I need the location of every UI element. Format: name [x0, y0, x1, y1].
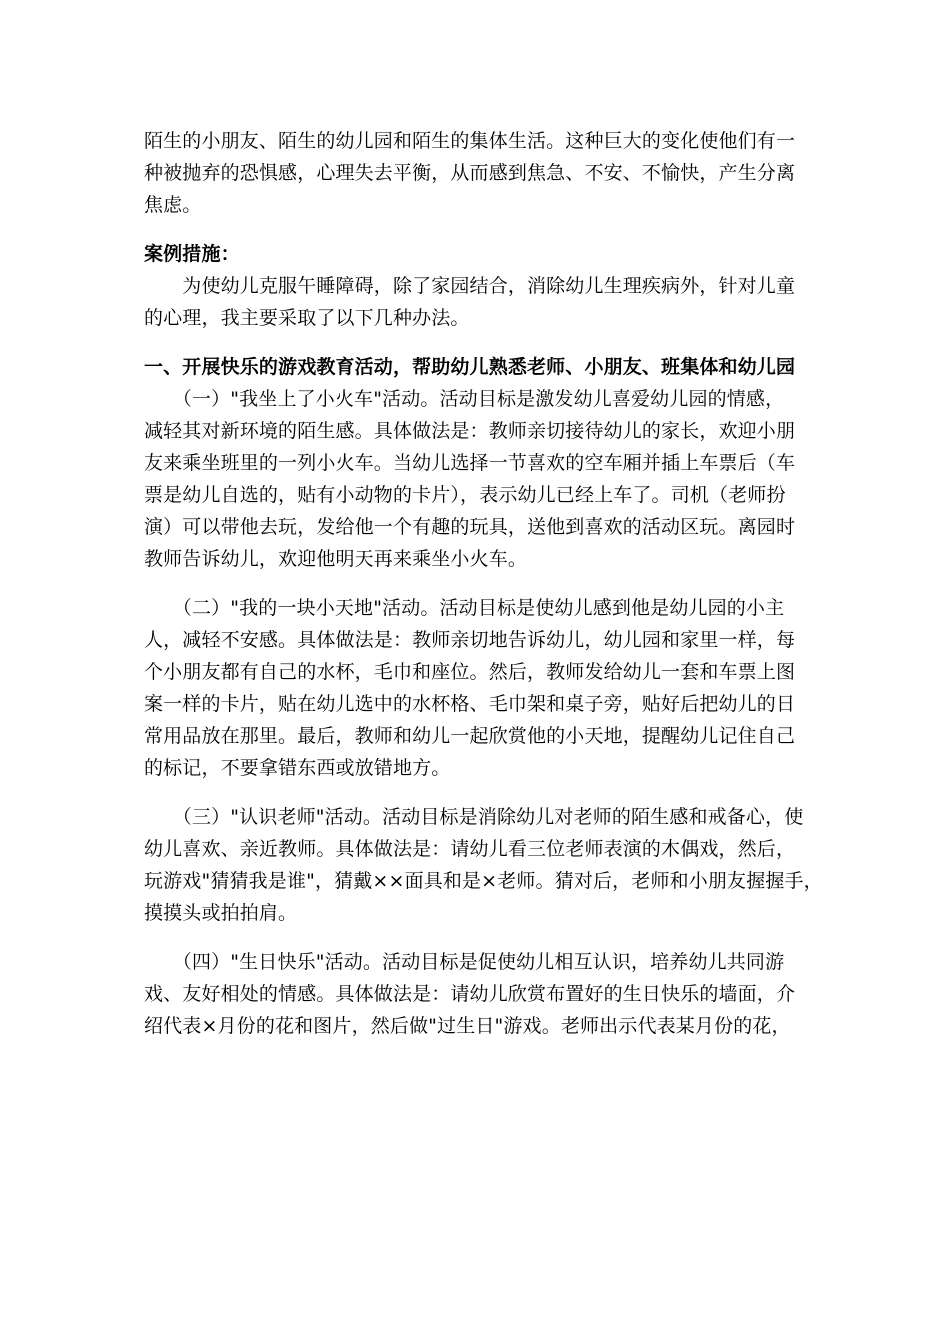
paragraph	[144, 592, 808, 784]
text-line: 演）可以带他去玩，发给他一个有趣的玩具，送他到喜欢的活动区玩。离园时	[144, 516, 796, 538]
paragraph	[144, 383, 808, 575]
text-line: 为使幼儿克服午睡障碍，除了家园结合，消除幼儿生理疾病外，针对儿童	[144, 275, 796, 297]
text-line: （四）"生日快乐"活动。活动目标是促使幼儿相互认识，培养幼儿共同游	[144, 951, 785, 973]
text-line: 教师告诉幼儿，欢迎他明天再来乘坐小火车。	[144, 548, 528, 570]
text-line: 摸摸头或拍拍肩。	[144, 902, 298, 924]
paragraph	[144, 946, 808, 1042]
text-line: 减轻其对新环境的陌生感。具体做法是：教师亲切接待幼儿的家长，欢迎小朋	[144, 420, 796, 442]
text-line: 幼儿喜欢、亲近教师。具体做法是：请幼儿看三位老师表演的木偶戏，然后，	[144, 838, 796, 860]
text-line: 玩游戏"猜猜我是谁"，猜戴××面具和是×老师。猜对后，老师和小朋友握握手，	[144, 870, 823, 892]
text-line: （一）"我坐上了小火车"活动。活动目标是激发幼儿喜爱幼儿园的情感，	[144, 388, 785, 410]
paragraph	[144, 270, 808, 334]
text-line: 票是幼儿自选的，贴有小动物的卡片），表示幼儿已经上车了。司机（老师扮	[144, 484, 786, 506]
text-line: 的心理，我主要采取了以下几种办法。	[144, 307, 470, 329]
paragraph	[144, 125, 808, 221]
section-heading	[144, 351, 808, 383]
text-line: 戏、友好相处的情感。具体做法是：请幼儿欣赏布置好的生日快乐的墙面，介	[144, 983, 796, 1005]
text-line: （三）"认识老师"活动。活动目标是消除幼儿对老师的陌生感和戒备心，使	[144, 806, 804, 828]
text-line: 的标记，不要拿错东西或放错地方。	[144, 757, 451, 779]
text-line: 一、开展快乐的游戏教育活动，帮助幼儿熟悉老师、小朋友、班集体和幼儿园	[144, 356, 796, 378]
text-line: 友来乘坐班里的一列小火车。当幼儿选择一节喜欢的空车厢并插上车票后（车	[144, 452, 796, 474]
document-page	[144, 125, 823, 1042]
text-line: 陌生的小朋友、陌生的幼儿园和陌生的集体生活。这种巨大的变化使他们有一	[144, 130, 796, 152]
text-line: 个小朋友都有自己的水杯，毛巾和座位。然后，教师发给幼儿一套和车票上图	[144, 661, 796, 683]
text-line: 人，减轻不安感。具体做法是：教师亲切地告诉幼儿，幼儿园和家里一样，每	[144, 629, 796, 651]
text-line: 焦虑。	[144, 194, 202, 216]
text-line: 绍代表×月份的花和图片，然后做"过生日"游戏。老师出示代表某月份的花，	[144, 1015, 791, 1037]
text-line: 种被抛弃的恐惧感，心理失去平衡，从而感到焦急、不安、不愉快，产生分离	[144, 162, 796, 184]
text-line: 案例措施：	[144, 243, 240, 265]
section-heading	[144, 238, 808, 270]
text-line: （二）"我的一块小天地"活动。活动目标是使幼儿感到他是幼儿园的小主	[144, 597, 785, 619]
text-line: 常用品放在那里。最后，教师和幼儿一起欣赏他的小天地，提醒幼儿记住自己	[144, 725, 796, 747]
text-line: 案一样的卡片，贴在幼儿选中的水杯格、毛巾架和桌子旁，贴好后把幼儿的日	[144, 693, 796, 715]
paragraph	[144, 801, 823, 929]
